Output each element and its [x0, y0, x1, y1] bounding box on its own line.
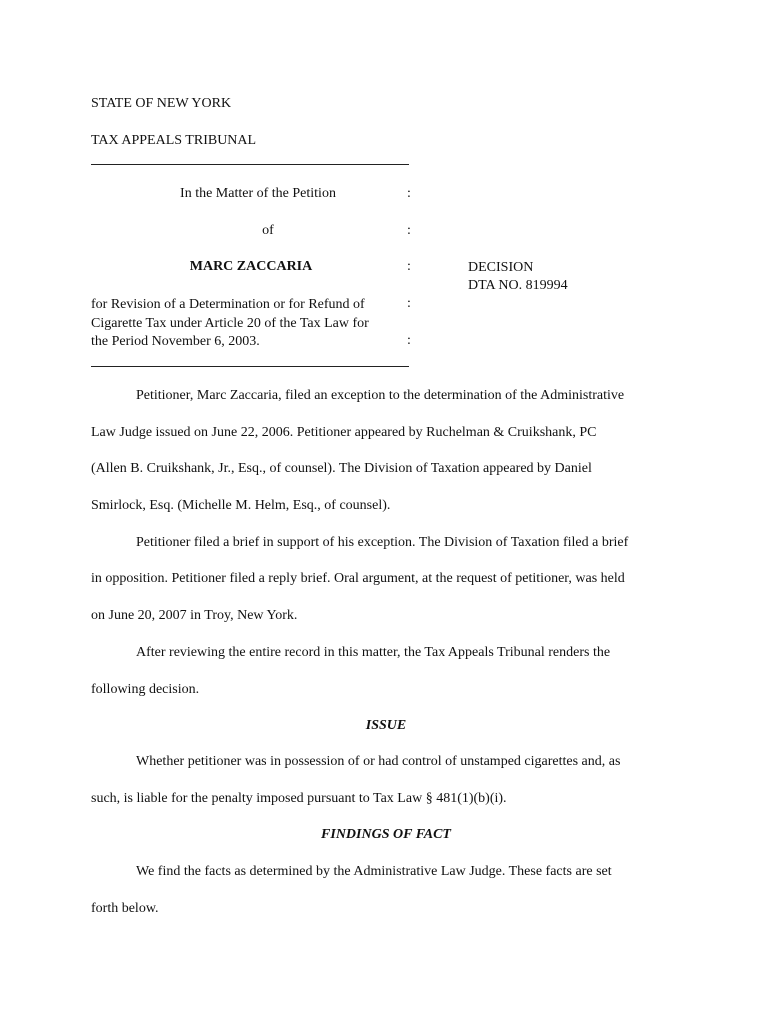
matter-line: In the Matter of the Petition [180, 186, 336, 201]
caption-colon-4: : [407, 296, 411, 311]
caption-colon-5: : [407, 333, 411, 348]
findings-heading: FINDINGS OF FACT [321, 827, 451, 842]
caption-colon-3: : [407, 259, 411, 274]
tribunal-heading: TAX APPEALS TRIBUNAL [91, 133, 257, 148]
caption-bottom-rule [91, 366, 409, 367]
paragraph-line: Petitioner filed a brief in support of his exception. The Division of Taxation filed a brief [136, 535, 629, 550]
paragraph-line: such, is liable for the penalty imposed pursuant to Tax Law § 481(1)(b)(i). [91, 791, 507, 806]
decision-label: DECISION [468, 260, 534, 275]
caption-colon-1: : [407, 186, 411, 201]
paragraph-line: Law Judge issued on June 22, 2006. Petitioner appeared by Ruchelman & Cruikshank, PC [91, 425, 597, 440]
dta-number: DTA NO. 819994 [468, 278, 568, 293]
paragraph-line: in opposition. Petitioner filed a reply brief. Oral argument, at the request of petitioner, was held [91, 571, 625, 586]
paragraph-line: following decision. [91, 682, 200, 697]
purpose-line: for Revision of a Determination or for Refund of [91, 297, 365, 312]
caption-colon-2: : [407, 223, 411, 238]
issue-heading: ISSUE [365, 718, 407, 733]
paragraph-line: (Allen B. Cruikshank, Jr., Esq., of counsel). The Division of Taxation appeared by Daniel [91, 461, 592, 476]
purpose-line: the Period November 6, 2003. [91, 334, 260, 349]
paragraph-line: Whether petitioner was in possession of or had control of unstamped cigarettes and, as [136, 754, 621, 769]
paragraph-line: Petitioner, Marc Zaccaria, filed an exception to the determination of the Administrative [136, 388, 625, 403]
of-line: of [262, 223, 274, 238]
paragraph-line: After reviewing the entire record in this matter, the Tax Appeals Tribunal renders the [136, 645, 611, 660]
state-heading: STATE OF NEW YORK [91, 96, 232, 111]
paragraph-line: We find the facts as determined by the Administrative Law Judge. These facts are set [136, 864, 612, 879]
purpose-line: Cigarette Tax under Article 20 of the Tax Law for [91, 316, 369, 331]
paragraph-line: on June 20, 2007 in Troy, New York. [91, 608, 298, 623]
petitioner-name: MARC ZACCARIA [189, 259, 313, 274]
paragraph-line: forth below. [91, 901, 159, 916]
caption-top-rule [91, 164, 409, 165]
paragraph-line: Smirlock, Esq. (Michelle M. Helm, Esq., of counsel). [91, 498, 391, 513]
